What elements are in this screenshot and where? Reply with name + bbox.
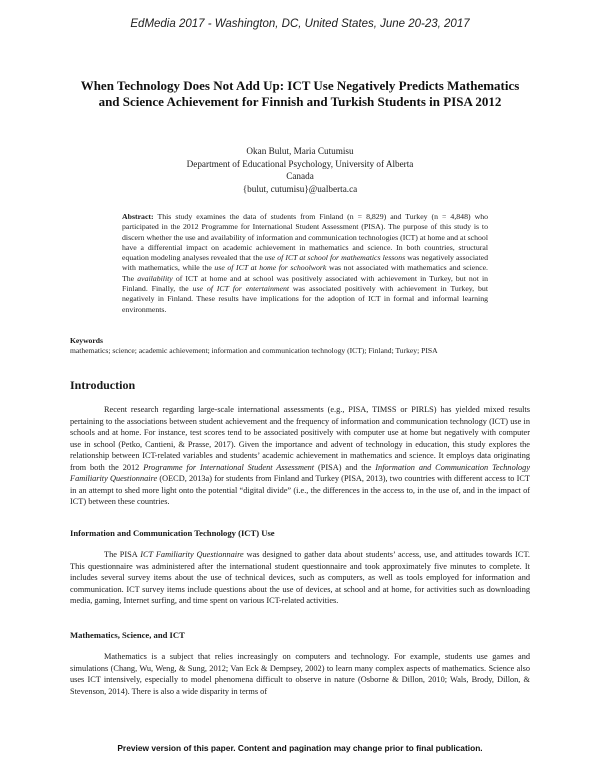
- abstract-emphasis: use of ICT at school for mathematics lessons: [264, 253, 406, 263]
- abstract-label: Abstract:: [122, 212, 154, 221]
- abstract-emphasis: use of ICT at home for schoolwork: [214, 263, 327, 273]
- abstract-text: This study examines the data of students from Finland (n = 8,829) and Turkey (n = 4,848) who participated in the 2012 Programme for International Student Assessment (PISA). The purpose of this study is to discern whether the use and availability of information and communication technologies (ICT) at home and at school have a differential impact on academic achievement in mathematics and science. In both countries, structural equation modeling analyses revealed that the: [122, 212, 488, 263]
- abstract-emphasis: use of ICT for entertainment: [192, 284, 290, 294]
- math-science-heading: Mathematics, Science, and ICT: [70, 630, 185, 640]
- ict-use-paragraph: The PISA ICT Familiarity Questionnaire was designed to gather data about students’ access, use, and attitudes towards ICT. This questionnaire was administered after the international student questionnaire and took approximately five minutes to complete. It includes several survey items about the use of technical devices, such as computers, as well as tools employed for information and communication. ICT survey items include questions about the use of devices, at school and at home, for activities such as downloading media, gaming, Internet surfing, and time spent on various ICT-related activities.: [70, 550, 530, 605]
- author-email: {bulut, cutumisu}@ualberta.ca: [242, 183, 358, 194]
- abstract-text: was negatively associated with mathematics, while the: [122, 253, 488, 273]
- abstract-text: of ICT at home and at school was positively associated with achievement in Turkey, but not in Finland. Finally, the: [122, 273, 489, 294]
- keywords-label: Keywords: [70, 336, 103, 345]
- introduction-paragraph: Recent research regarding large-scale international assessments (e.g., PISA, TIMSS or PIRLS) has yielded mixed results pertaining to the associations between student achievement and the frequency of information and communication technology (ICT) use in schools and at home. For instance, test scores tend to be associated positively with computer use at home but negatively with computer use in school (Petko, Cantieni, & Prasse, 2017). Given the importance and advent of technology in education, this study explores the relationship between ICT-related variables and students’ academic achievement in mathematics and science. It employs data originating from both the 2012 Programme for International Student Assessment (PISA) and the Information and Communication Technology Familiarity Questionnaire (OECD, 2013a) for students from Finland and Turkey (PISA, 2013), two countries with different access to ICT in an attempt to shed more light onto the potential “digital divide” (i.e., the differences in the access to, in the use of, and in the impact of ICT) between these countries.: [70, 405, 531, 506]
- abstract-text: was associated positively with achievement in Turkey, but negatively in Finland. These results have implications for the adoption of ICT in formal and informal learning environments.: [122, 284, 488, 314]
- paper-title: When Technology Does Not Add Up: ICT Use Negatively Predicts Mathematics and Science Achievement for Finnish and Turkish Students in PISA 2012: [80, 78, 520, 109]
- author-names: Okan Bulut, Maria Cutumisu: [246, 146, 354, 156]
- author-block: [100, 145, 500, 195]
- abstract: [122, 212, 488, 315]
- conference-header: EdMedia 2017 - Washington, DC, United States, June 20-23, 2017: [130, 18, 470, 30]
- keywords: [70, 336, 540, 356]
- preview-notice: Preview version of this paper. Content and pagination may change prior to final publication.: [117, 743, 483, 753]
- author-department: Department of Educational Psychology, University of Alberta: [186, 158, 414, 169]
- abstract-text: was not associated with mathematics and science. The: [122, 263, 489, 283]
- author-country: Canada: [286, 171, 314, 181]
- ict-use-heading: Information and Communication Technology (ICT) Use: [70, 528, 275, 538]
- introduction-heading: Introduction: [70, 378, 136, 392]
- math-science-paragraph: Mathematics is a subject that relies increasingly on computers and technology. For example, students use games and simulations (Chang, Wu, Weng, & Sung, 2012; Van Eck & Dempsey, 2002) to learn many complex aspects of mathematics. Science also uses ICT intensively, especially to model phenomena difficult to observe in nature (Osborne & Dillon, 2010; Wals, Brody, Dillon, & Stevenson, 2014). There is also a wide disparity in terms of: [70, 652, 530, 696]
- abstract-emphasis: availability: [137, 273, 173, 283]
- keywords-text: mathematics; science; academic achievement; information and communication technology (ICT); Finland; Turkey; PISA: [70, 346, 438, 355]
